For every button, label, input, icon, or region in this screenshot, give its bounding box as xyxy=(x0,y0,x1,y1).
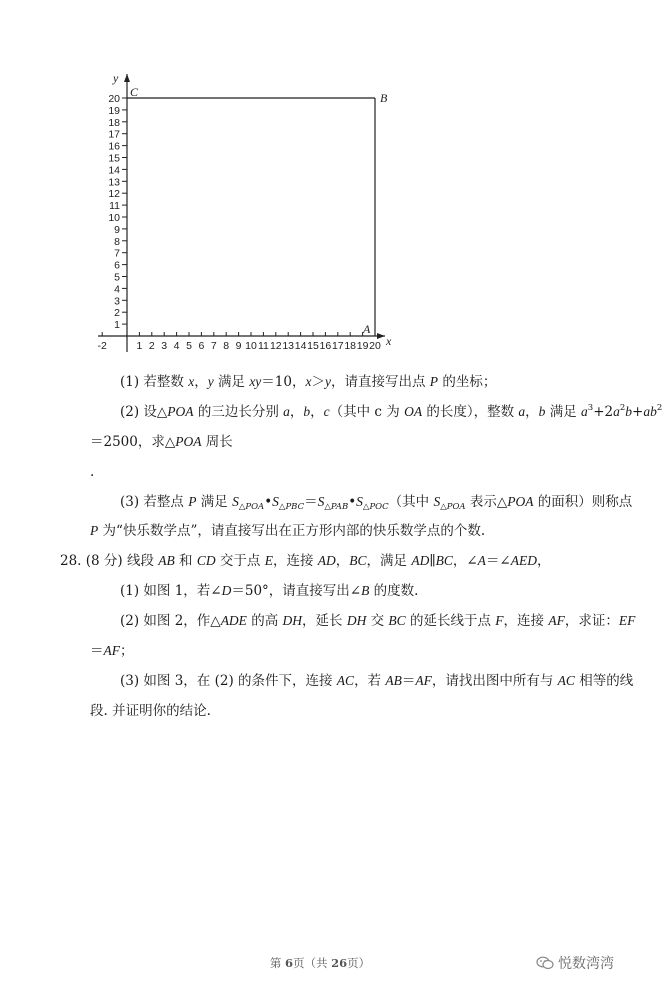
text: 28. (8 分) 线段 xyxy=(60,553,159,569)
text: 和 xyxy=(174,553,197,569)
var: POA xyxy=(175,434,202,449)
var: CD xyxy=(196,553,216,568)
text: ＞ xyxy=(311,374,325,390)
var: AD xyxy=(317,553,336,568)
text: ＝∠ xyxy=(485,553,511,569)
y-tick-label: 11 xyxy=(109,200,120,213)
y-tick-label: 1 xyxy=(114,319,120,332)
var: E xyxy=(264,553,273,568)
var: AB xyxy=(385,673,402,688)
x-tick-label: 19 xyxy=(356,340,369,352)
q27-part1 xyxy=(120,372,496,392)
text: • xyxy=(264,494,273,510)
text: ， xyxy=(194,374,208,390)
var: D xyxy=(221,583,232,598)
var: AED xyxy=(510,553,537,568)
x-tick-label: 12 xyxy=(269,340,282,352)
var: AF xyxy=(103,643,120,658)
var: S xyxy=(356,494,363,509)
y-axis-label: y xyxy=(113,71,119,85)
point-label-A: A xyxy=(363,322,371,336)
q28-part2-line2 xyxy=(90,641,134,661)
text: (1) 如图 1，若∠ xyxy=(120,583,222,599)
wechat-icon xyxy=(536,956,554,970)
subscript: △PAB xyxy=(324,502,349,512)
text: ， xyxy=(536,553,551,569)
text: ， xyxy=(525,404,539,420)
text: • xyxy=(348,494,357,510)
q28-part1 xyxy=(120,581,418,601)
x-tick-label: 3 xyxy=(161,340,168,352)
text: ； xyxy=(120,643,134,659)
y-tick-label: 6 xyxy=(114,259,120,272)
text: （其中 c 为 xyxy=(329,404,405,420)
subscript: △POC xyxy=(362,502,389,512)
text: 的面积）则称点 xyxy=(533,494,633,510)
watermark-text: 悦数湾湾 xyxy=(558,956,614,972)
y-tick-label: 5 xyxy=(114,271,120,284)
text: ，连接 xyxy=(503,613,549,629)
x-tick-label: 5 xyxy=(186,340,192,352)
text: 满足 xyxy=(213,374,250,390)
var: S xyxy=(433,494,441,509)
x-tick-label: 6 xyxy=(198,340,205,352)
text: 满足 xyxy=(545,404,582,420)
var: BC xyxy=(435,553,453,568)
q27-part2-line2 xyxy=(90,432,233,452)
page-number: 6 xyxy=(284,956,293,970)
x-tick-label: 9 xyxy=(235,340,242,352)
text: ，求证： xyxy=(564,613,619,629)
text: ＝50°，请直接写出∠ xyxy=(231,583,362,599)
text: ∥ xyxy=(429,553,436,569)
text: （其中 xyxy=(388,494,434,510)
text: 的度数. xyxy=(369,583,419,599)
x-tick-label: 8 xyxy=(223,340,230,352)
text: 为“快乐数学点”，请直接写出在正方形内部的快乐数学点的个数. xyxy=(98,523,486,539)
var: POA xyxy=(507,494,534,509)
coordinate-figure xyxy=(0,0,640,360)
var: x xyxy=(188,374,195,389)
x-tick-label: 16 xyxy=(319,340,332,352)
x-tick-label: 10 xyxy=(245,340,257,352)
superscript: 2 xyxy=(656,403,662,413)
superscript: 2 xyxy=(619,403,626,413)
var: b xyxy=(303,404,311,419)
text: 表示△ xyxy=(465,494,508,510)
y-tick-label: 8 xyxy=(114,235,120,248)
var: a xyxy=(613,404,620,419)
x-tick-label: 20 xyxy=(369,340,381,352)
y-tick-label: 4 xyxy=(114,283,120,296)
text: ， xyxy=(289,404,304,420)
var: POA xyxy=(167,404,194,419)
subscript: △POA xyxy=(238,502,265,512)
subscript: △POA xyxy=(440,502,466,512)
var: S xyxy=(272,494,279,509)
subscript: △PBC xyxy=(278,502,305,512)
watermark xyxy=(536,953,614,973)
text: 的延长线于点 xyxy=(405,613,496,629)
var: AC xyxy=(336,673,355,688)
x-tick-label: 2 xyxy=(148,340,155,352)
var: c xyxy=(323,404,330,419)
x-tick-label: 1 xyxy=(136,340,143,352)
y-tick-label: 20 xyxy=(108,93,120,105)
var: P xyxy=(429,374,439,389)
y-tick-label: 19 xyxy=(108,104,120,117)
q27-part2-line1 xyxy=(120,402,662,424)
y-tick-label: 7 xyxy=(114,247,120,260)
q28-stem xyxy=(60,551,550,571)
x-tick-label: 15 xyxy=(307,340,319,352)
y-tick-label: 18 xyxy=(108,116,120,129)
var: x xyxy=(305,374,312,389)
text: 第 xyxy=(269,956,285,970)
text: (2) 设△ xyxy=(120,404,168,420)
q28-part2-line1 xyxy=(120,611,635,631)
y-tick-label: 16 xyxy=(108,140,120,153)
point-label-B: B xyxy=(380,91,388,105)
text: ， xyxy=(335,553,350,569)
y-tick-label: 10 xyxy=(108,212,120,224)
text: 交 xyxy=(366,613,389,629)
text: ，请直接写出点 xyxy=(330,374,430,390)
var: S xyxy=(232,494,239,509)
text: . xyxy=(90,464,95,480)
var: B xyxy=(361,583,370,598)
x-tick-label: 17 xyxy=(331,340,344,352)
q27-part3-line1 xyxy=(120,492,632,514)
x-tick-label: 7 xyxy=(210,340,217,352)
text: ，连接 xyxy=(272,553,318,569)
x-tick-label: 13 xyxy=(282,340,295,352)
y-tick-label: 17 xyxy=(108,128,120,141)
text: 满足 xyxy=(196,494,233,510)
q27-part2-dot xyxy=(90,462,94,482)
text: 段. 并证明你的结论. xyxy=(90,703,211,719)
var: AC xyxy=(557,673,575,688)
var: y xyxy=(324,374,331,389)
var: a xyxy=(581,404,588,419)
text: ，满足 xyxy=(366,553,412,569)
text: 的坐标； xyxy=(438,374,497,390)
x-tick-label: 11 xyxy=(257,340,269,352)
y-tick-label: 3 xyxy=(114,295,120,308)
text: (3) 若整点 xyxy=(120,494,189,510)
var: AB xyxy=(158,553,175,568)
text: 的长度），整数 xyxy=(422,404,519,420)
var: DH xyxy=(346,613,367,628)
y-tick-label: 9 xyxy=(114,223,120,236)
var: xy xyxy=(249,374,262,389)
text: (3) 如图 3，在 (2) 的条件下，连接 xyxy=(120,673,337,689)
var: BC xyxy=(388,613,406,628)
text: ，∠ xyxy=(452,553,478,569)
superscript: 3 xyxy=(587,403,594,413)
text: ，延长 xyxy=(302,613,347,629)
var: AF xyxy=(548,613,565,628)
var: EF xyxy=(618,613,636,628)
var: a xyxy=(283,404,290,419)
x-axis-arrow xyxy=(377,333,385,339)
q28-part3-line1 xyxy=(120,671,633,691)
var: AD xyxy=(411,553,430,568)
var: y xyxy=(207,374,214,389)
text: 页） xyxy=(347,956,371,970)
text: ＝2500，求△ xyxy=(90,434,176,450)
var: DH xyxy=(282,613,303,628)
text: 页（共 xyxy=(293,956,332,970)
text: ＝10， xyxy=(261,374,306,390)
x-tick-label: 14 xyxy=(294,340,307,352)
y-tick-label: 15 xyxy=(108,152,120,165)
text: +2 xyxy=(593,404,614,420)
text: 相等的线 xyxy=(574,673,634,689)
var: ab xyxy=(643,404,657,419)
y-axis-arrow xyxy=(124,74,130,82)
point-label-C: C xyxy=(130,85,139,99)
var: BC xyxy=(349,553,367,568)
text: + xyxy=(632,404,644,420)
text: 周长 xyxy=(201,434,233,450)
var: b xyxy=(625,404,633,419)
var: P xyxy=(188,494,197,509)
var: F xyxy=(495,613,504,628)
text: ＝ xyxy=(401,673,416,689)
text: ＝ xyxy=(90,643,104,659)
var: a xyxy=(518,404,526,419)
text: ，请找出图中所有与 xyxy=(431,673,558,689)
total-pages: 26 xyxy=(331,956,348,970)
var: P xyxy=(90,523,99,538)
q28-part3-line2 xyxy=(90,701,211,721)
text: (2) 如图 2，作△ xyxy=(120,613,221,629)
var: ADE xyxy=(220,613,247,628)
x-axis-label: x xyxy=(386,334,392,348)
text: ，若 xyxy=(354,673,386,689)
text: (1) 若整数 xyxy=(120,374,189,390)
text: 交于点 xyxy=(215,553,265,569)
var: b xyxy=(538,404,546,419)
x-tick-label: -2 xyxy=(97,340,107,352)
q27-part3-line2 xyxy=(90,521,485,541)
var: AF xyxy=(415,673,432,688)
y-tick-label: 13 xyxy=(108,176,120,189)
text: ＝ xyxy=(304,494,318,510)
y-tick-label: 2 xyxy=(114,307,120,320)
var: OA xyxy=(404,404,423,419)
var: S xyxy=(317,494,325,509)
y-tick-label: 14 xyxy=(108,164,120,177)
text: ， xyxy=(310,404,324,420)
y-tick-label: 12 xyxy=(108,188,120,201)
text: 的高 xyxy=(246,613,283,629)
x-tick-label: 18 xyxy=(344,340,357,352)
var: A xyxy=(477,553,486,568)
x-tick-label: 4 xyxy=(173,340,180,352)
text: 的三边长分别 xyxy=(193,404,284,420)
